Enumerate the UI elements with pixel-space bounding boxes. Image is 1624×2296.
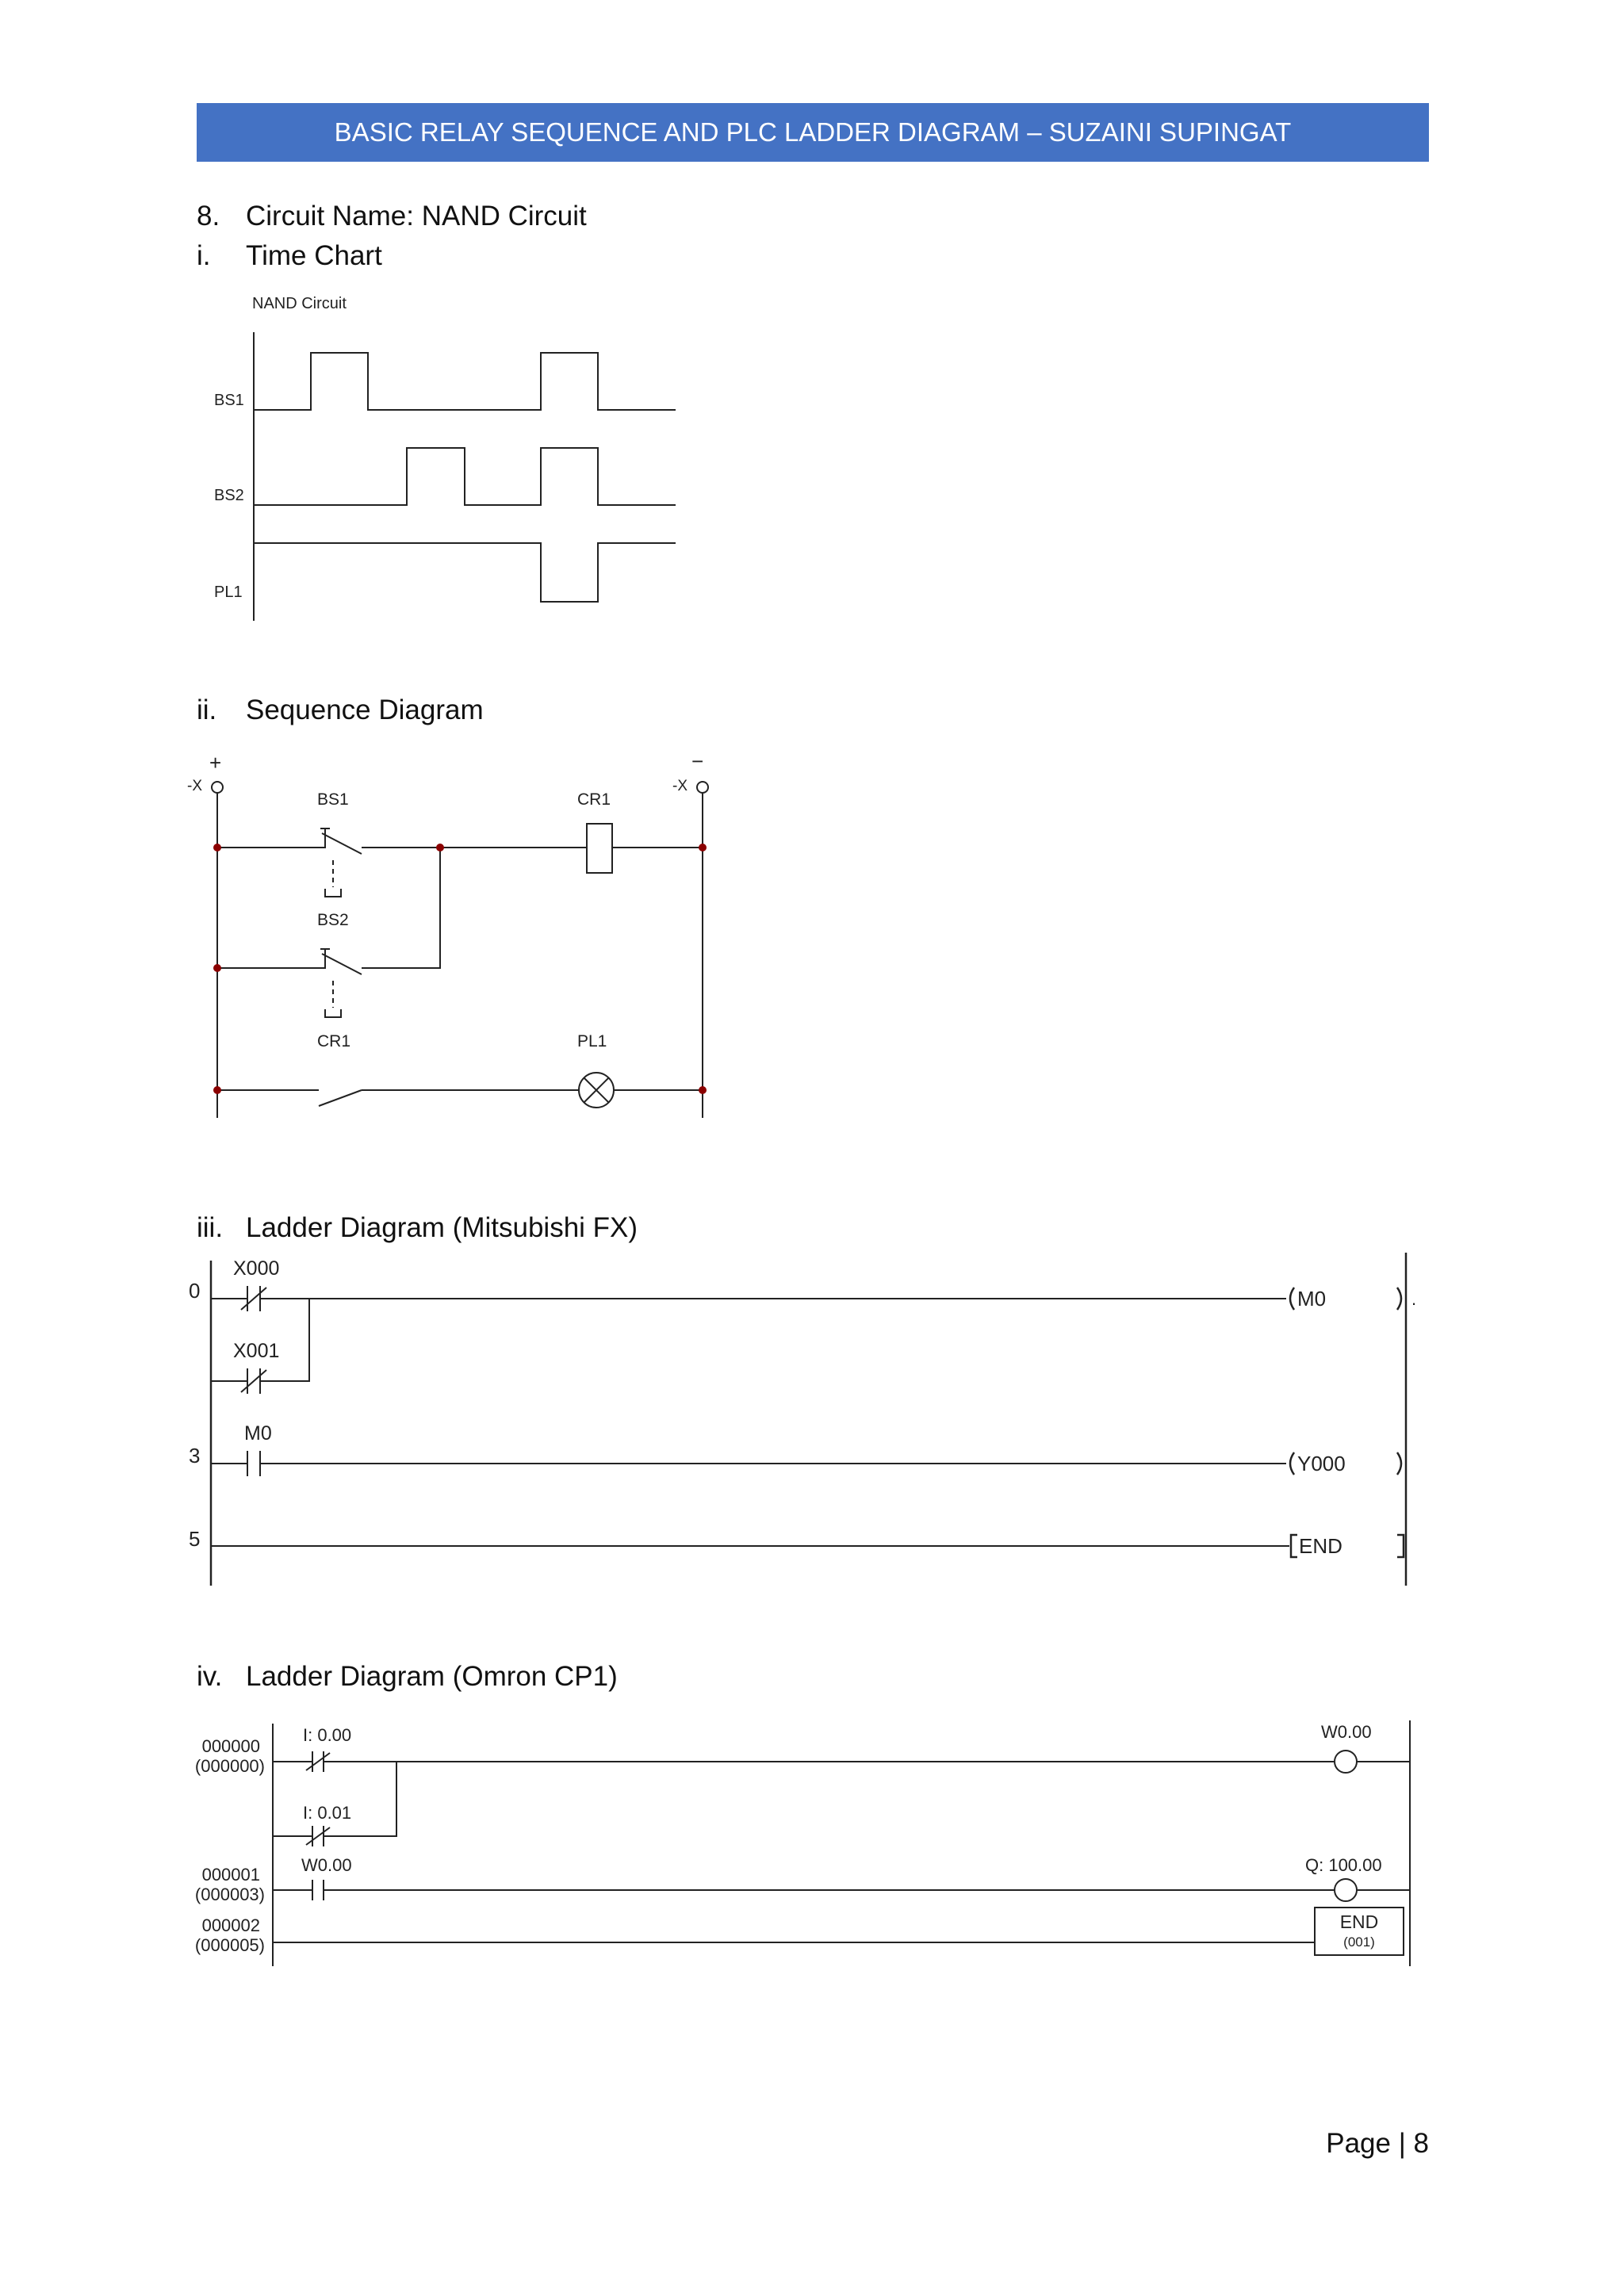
step-number: 0 <box>189 1279 201 1303</box>
sequence-diagram <box>182 749 722 1130</box>
cr1-contact-no <box>217 1090 579 1106</box>
time-chart-title: NAND Circuit <box>252 295 347 312</box>
bs1-label: BS1 <box>317 790 349 809</box>
section-title: Circuit Name: NAND Circuit <box>246 201 587 232</box>
bs1-pushbutton-nc <box>217 828 440 897</box>
subsection-title: Ladder Diagram (Omron CP1) <box>246 1661 618 1692</box>
subsection-title: Sequence Diagram <box>246 695 484 725</box>
end-label: END <box>1339 1911 1379 1932</box>
cr1-contact-label: CR1 <box>317 1032 351 1050</box>
contact-x000-nc <box>211 1286 1286 1311</box>
document-header-banner <box>197 103 1429 162</box>
pl1-label: PL1 <box>577 1032 607 1050</box>
subsection-number: ii. <box>197 695 217 725</box>
waveform-bs2 <box>254 448 676 505</box>
contact-label-x001: X001 <box>233 1340 280 1362</box>
negative-terminal-sign: − <box>691 749 704 773</box>
step-number: 3 <box>189 1444 201 1468</box>
contact-label-i001: I: 0.01 <box>303 1803 352 1823</box>
rung-step: (000000) <box>194 1756 265 1776</box>
positive-terminal-sign: + <box>209 751 222 775</box>
document-header-title: BASIC RELAY SEQUENCE AND PLC LADDER DIAGRAM – SUZAINI SUPINGAT <box>334 117 1292 147</box>
subsection-number: iii. <box>197 1212 224 1243</box>
signal-label-bs2: BS2 <box>214 487 244 504</box>
end-instruction <box>1291 1534 1404 1558</box>
rung-2 <box>273 1908 1404 1955</box>
output-coil-w000 <box>1335 1751 1410 1773</box>
coil-label-y000: Y000 <box>1297 1452 1346 1475</box>
rung-1 <box>211 1422 1401 1476</box>
rung-step: (000005) <box>194 1935 265 1955</box>
signal-label-pl1: PL1 <box>214 584 243 601</box>
end-code: (001) <box>1343 1934 1375 1950</box>
coil-label-m0: M0 <box>1297 1287 1327 1311</box>
rung-0 <box>273 1722 1410 1846</box>
rung-address: 000000 <box>201 1736 260 1756</box>
rung-2 <box>211 1534 1404 1558</box>
right-terminal-label: -X <box>672 778 688 794</box>
section-number: 8. <box>197 201 220 232</box>
pl1-pilot-lamp <box>579 1073 703 1108</box>
contact-label-i000: I: 0.00 <box>303 1725 352 1745</box>
page-number: Page | 8 <box>1326 2128 1429 2159</box>
subsection-heading-ladder-mitsubishi <box>197 1212 638 1244</box>
end-label: END <box>1299 1534 1342 1558</box>
output-coil-y000 <box>1290 1452 1401 1475</box>
left-terminal <box>212 782 223 793</box>
bs2-label: BS2 <box>317 911 349 929</box>
contact-label-w000: W0.00 <box>301 1855 352 1875</box>
waveform-bs1 <box>254 353 676 410</box>
trailing-mark: . <box>1411 1289 1417 1309</box>
ladder-diagram-omron <box>182 1712 1435 1974</box>
subsection-heading-ladder-omron <box>197 1661 618 1693</box>
right-terminal <box>697 782 708 793</box>
cr1-coil <box>440 824 703 873</box>
subsection-number: iv. <box>197 1661 223 1692</box>
rung-1 <box>273 1855 1410 1901</box>
waveform-pl1 <box>254 543 676 602</box>
ladder-diagram-mitsubishi <box>182 1253 1435 1601</box>
contact-label-x000: X000 <box>233 1257 280 1280</box>
subsection-title: Time Chart <box>246 240 382 271</box>
subsection-heading-time-chart <box>197 240 382 272</box>
rung-address-1 <box>195 1865 265 1904</box>
output-coil-q10000 <box>1335 1879 1410 1901</box>
subsection-title: Ladder Diagram (Mitsubishi FX) <box>246 1212 638 1243</box>
coil-label-w000: W0.00 <box>1321 1722 1372 1742</box>
contact-m0-no <box>211 1451 1286 1476</box>
rung-address-2 <box>195 1915 265 1955</box>
rung-address: 000001 <box>201 1865 260 1885</box>
rung-address-0 <box>195 1736 265 1776</box>
signal-label-bs1: BS1 <box>214 392 244 409</box>
rung-0 <box>211 1257 1416 1394</box>
subsection-heading-sequence-diagram <box>197 695 484 726</box>
step-number: 5 <box>189 1527 201 1551</box>
coil-label-q10000: Q: 100.00 <box>1305 1855 1382 1875</box>
subsection-number: i. <box>197 240 211 271</box>
cr1-coil-label: CR1 <box>577 790 611 809</box>
contact-label-m0: M0 <box>244 1422 272 1445</box>
output-coil-m0 <box>1290 1287 1401 1311</box>
contact-i000-nc <box>273 1751 1334 1772</box>
rung-step: (000003) <box>194 1885 265 1904</box>
section-heading <box>197 201 587 232</box>
contact-w000-no <box>273 1880 1334 1900</box>
time-chart <box>206 289 698 630</box>
bs2-pushbutton-nc <box>217 848 440 1017</box>
rung-address: 000002 <box>201 1915 260 1935</box>
left-terminal-label: -X <box>187 778 202 794</box>
